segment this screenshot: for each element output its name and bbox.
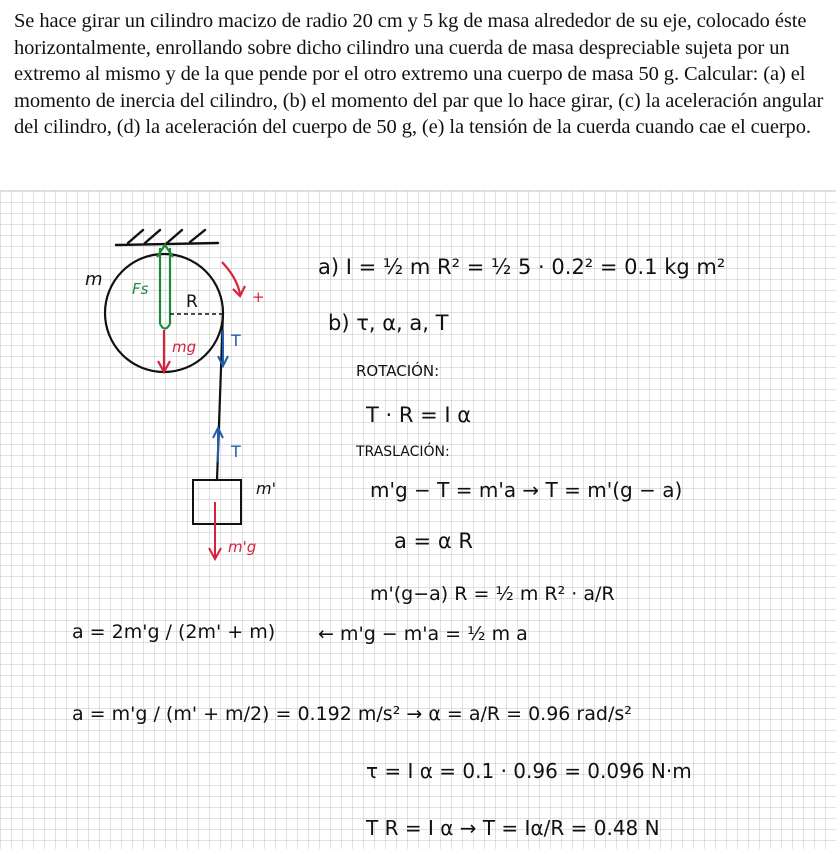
tension-equation: T R = I α → T = Iα/R = 0.48 N [366, 816, 660, 840]
rotation-equation: T · R = I α [366, 403, 472, 427]
support-force-label: Fs [132, 280, 149, 298]
tension-label-bottom: T [231, 442, 241, 461]
acceleration-result: a = m'g / (m' + m/2) = 0.192 m/s² → α = a/R = 0.96 rad/s² [72, 703, 632, 725]
translation-equation: m'g − T = m'a → T = m'(g − a) [370, 478, 683, 502]
part-b-unknowns: b) τ, α, a, T [328, 311, 449, 335]
hanging-block [193, 480, 241, 524]
block-weight-arrow [209, 502, 221, 559]
torque-equation: τ = I α = 0.1 · 0.96 = 0.096 N·m [366, 759, 692, 783]
free-body-diagram [85, 230, 276, 559]
ceiling-support [116, 230, 218, 245]
translation-header: TRASLACIÓN: [356, 444, 450, 460]
support-force-arrow [157, 245, 173, 329]
problem-statement: Se hace girar un cilindro macizo de radio 20 cm y 5 kg de masa alrededor de su eje, colocado éste horizontalmente, enrollando sobre dicho cilindro una cuerda de masa despreciable sujeta por un extremo al mismo y de la que pende por el otro extremo una cuerpo de masa 50 g. Calcular: (a) el momento de inercia del cilindro, (b) el momento del par que lo hace girar, (c) la aceleración angular del cilindro, (d) la aceleración del cuerpo de 50 g, (e) la tensión de la cuerda cuando cae el cuerpo. [14, 10, 824, 138]
kinematic-equation: a = α R [394, 529, 473, 553]
handwritten-solution [0, 190, 836, 848]
rotation-arrow [222, 262, 240, 294]
simplified-equation: ← m'g − m'a = ½ m a [318, 623, 528, 645]
cylinder-mass-label: m [85, 269, 103, 290]
rotation-sign: + [252, 288, 265, 306]
cylinder-weight-label: mg [172, 338, 197, 356]
tension-arrow-bottom [213, 428, 223, 462]
part-a-inertia: a) I = ½ m R² = ½ 5 · 0.2² = 0.1 kg m² [318, 255, 726, 279]
equations [72, 255, 725, 840]
tension-label-top: T [231, 331, 241, 350]
acceleration-formula: a = 2m'g / (2m' + m) [72, 621, 276, 643]
block-weight-label: m'g [228, 538, 257, 556]
block-mass-label: m' [256, 479, 276, 498]
cylinder-weight-arrow [158, 330, 170, 372]
substitution-equation: m'(g−a) R = ½ m R² · a/R [370, 583, 615, 605]
rotation-header: ROTACIÓN: [356, 362, 440, 380]
radius-label: R [186, 292, 198, 312]
